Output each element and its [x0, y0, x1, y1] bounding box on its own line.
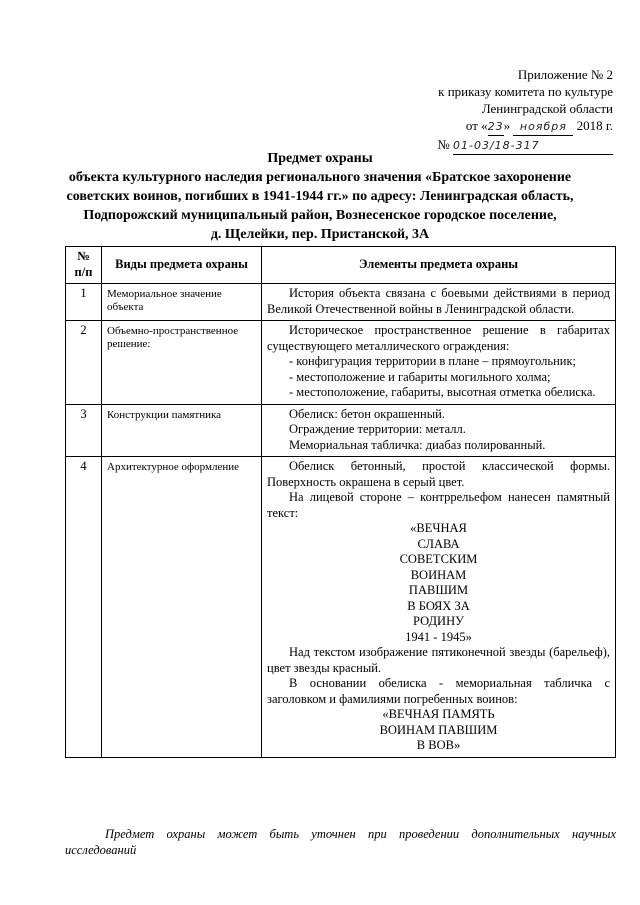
row-kind: Мемориальное значение объекта [102, 284, 262, 321]
row-elements: Обелиск бетонный, простой классической формы. Поверхность окрашена в серый цвет. На лицевой стороне – контррельефом нанесен памятный текст: «ВЕЧНАЯ СЛАВА СОВЕТСКИМ ВОИНАМ ПАВШИМ В БОЯХ ЗА РОДИНУ 1941 - 1945» Над текстом изображение пятиконечной звезды (барельеф), цвет звезды красный. В основании обелиска - мемориальная табличка с заголовком и фамилиями погребенных воинов: «ВЕЧНАЯ ПАМЯТЬ ВОИНАМ ПАВШИМ В ВОВ» [262, 457, 616, 758]
appendix-number: Приложение № 2 [517, 67, 613, 82]
row-elements: Историческое пространственное решение в габаритах существующего металлического ограждения: - конфигурация территории в плане – прямоугольник; - местоположение и габариты могильного холма; - местоположение, габариты, высотная отметка обелиска. [262, 321, 616, 405]
order-date: от «23» ноября 2018 г. [393, 117, 613, 136]
row-num: 1 [66, 284, 102, 321]
row-kind: Конструкции памятника [102, 404, 262, 457]
title-line: Подпорожский муниципальный район, Вознесенское городское поселение, [83, 208, 557, 223]
header-kind: Виды предмета охраны [102, 247, 262, 284]
table-header-row [66, 247, 616, 284]
obelisk-inscription: «ВЕЧНАЯ СЛАВА СОВЕТСКИМ ВОИНАМ ПАВШИМ В БОЯХ ЗА РОДИНУ 1941 - 1945» [399, 521, 478, 644]
appendix-order-ref: к приказу комитета по культуре [438, 84, 613, 99]
title-heading: Предмет охраны [267, 151, 373, 166]
plaque-inscription: «ВЕЧНАЯ ПАМЯТЬ ВОИНАМ ПАВШИМ В ВОВ» [379, 707, 498, 752]
row-num: 4 [66, 457, 102, 758]
order-date-month: ноября [513, 118, 573, 136]
row-num: 2 [66, 321, 102, 405]
row-elements: Обелиск: бетон окрашенный. Ограждение территории: металл. Мемориальная табличка: диабаз полированный. [262, 404, 616, 457]
row-elements: История объекта связана с боевыми действиями в период Великой Отечественной войны в Ленинградской области. [262, 284, 616, 321]
table-row [66, 284, 616, 321]
title-line: советских воинов, погибших в 1941-1944 гг.» по адресу: Ленинградская область, [66, 189, 574, 204]
table-row [66, 457, 616, 758]
protection-table [65, 246, 616, 758]
table-row [66, 321, 616, 405]
footnote: Предмет охраны может быть уточнен при проведении дополнительных научных исследований [65, 827, 616, 857]
table-row [66, 404, 616, 457]
title-line: объекта культурного наследия регионального значения «Братское захоронение [68, 170, 572, 185]
order-number: № 01-03/18-317 [393, 136, 613, 155]
row-num: 3 [66, 404, 102, 457]
row-kind: Архитектурное оформление [102, 457, 262, 758]
order-number-value: 01-03/18-317 [453, 137, 613, 155]
appendix-header [393, 66, 613, 155]
header-num: № п/п [66, 247, 102, 284]
title-line: д. Щелейки, пер. Пристанской, 3А [210, 227, 430, 242]
order-date-year: 2018 г. [576, 118, 613, 133]
document-title [40, 149, 600, 244]
row-kind: Объемно-пространственное решение: [102, 321, 262, 405]
order-date-day: 23 [488, 118, 504, 136]
header-elements: Элементы предмета охраны [262, 247, 616, 284]
appendix-region: Ленинградской области [481, 101, 613, 116]
